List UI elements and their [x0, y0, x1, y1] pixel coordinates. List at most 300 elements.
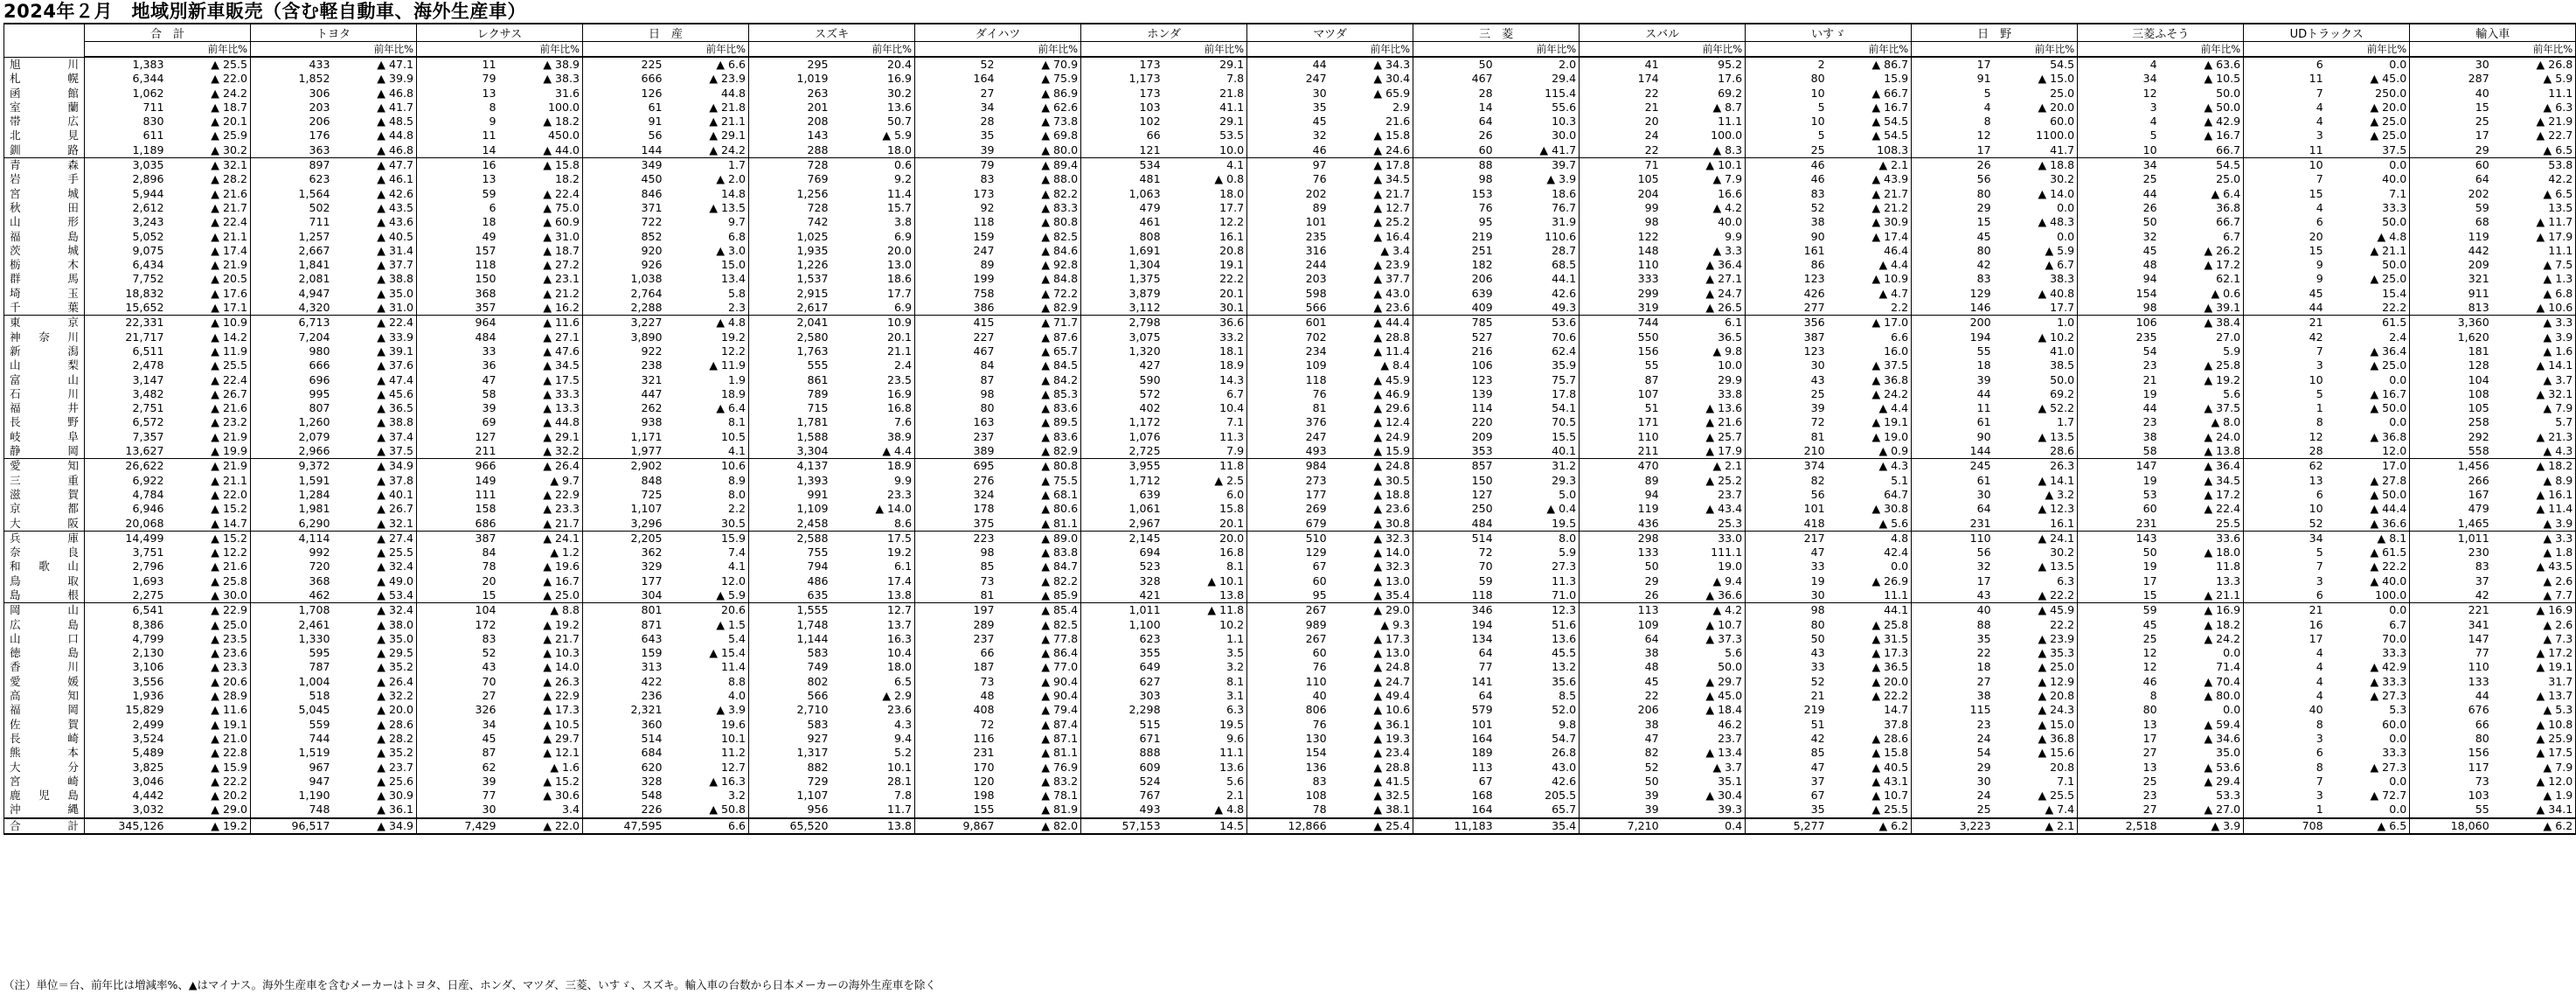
units-cell: 14,499	[85, 531, 168, 546]
units-cell: 1,226	[796, 258, 829, 272]
units-cell: 686	[475, 516, 496, 530]
yoy-cell: ▲ 16.9	[2493, 603, 2576, 618]
yoy-cell: ▲ 85.4	[998, 603, 1081, 618]
yoy-cell: 2.4	[2327, 330, 2410, 344]
yoy-cell: 17.7	[832, 287, 915, 301]
yoy-cell: ▲ 49.0	[334, 574, 417, 588]
yoy-cell: 250.0	[2327, 87, 2410, 101]
yoy-cell: ▲ 47.6	[500, 344, 583, 358]
units-cell: 801	[583, 603, 666, 618]
yoy-cell: ▲ 4.3	[2493, 444, 2576, 459]
yoy-cell: ▲ 7.9	[2493, 401, 2576, 415]
units-cell: 36	[482, 358, 496, 372]
yoy-cell: ▲ 28.6	[1829, 732, 1912, 746]
yoy-cell: ▲ 12.2	[168, 546, 251, 560]
units-cell: 2	[1817, 58, 1825, 71]
yoy-cell: 16.1	[1164, 230, 1247, 244]
table-row	[4, 560, 2576, 573]
table-row	[4, 517, 2576, 532]
yoy-cell: ▲ 18.8	[1995, 158, 2078, 173]
units-cell: 744	[309, 731, 330, 745]
units-cell: 479	[2468, 502, 2489, 516]
yoy-cell: ▲ 11.4	[2493, 502, 2576, 516]
units-cell: 80	[1976, 186, 1991, 200]
units-cell: 163	[973, 415, 995, 429]
yoy-cell: ▲ 23.9	[666, 72, 749, 86]
units-cell: 156	[1637, 344, 1659, 358]
yoy-cell: ▲ 21.7	[500, 517, 583, 532]
table-row	[4, 187, 2576, 201]
units-cell: 510	[1247, 531, 1330, 546]
yoy-cell: ▲ 30.2	[168, 143, 251, 158]
yoy-cell: 43.0	[1496, 761, 1580, 775]
units-cell: 120	[973, 774, 995, 788]
units-cell: 115	[1969, 703, 1991, 717]
units-cell: 34	[2078, 158, 2161, 173]
units-cell: 24	[1644, 129, 1659, 142]
yoy-cell: ▲ 38.8	[334, 415, 417, 429]
yoy-cell: ▲ 23.6	[1330, 502, 1413, 516]
yoy-cell: 4.8	[1829, 531, 1912, 546]
yoy-cell: 33.8	[1663, 387, 1746, 401]
units-cell: 938	[641, 415, 663, 429]
units-cell: 273	[1305, 473, 1327, 487]
units-cell: 173	[1139, 86, 1161, 100]
yoy-cell: 33.3	[2327, 201, 2410, 215]
yoy-cell: ▲ 53.6	[2161, 761, 2244, 775]
yoy-cell: ▲ 81.1	[998, 517, 1081, 532]
units-cell: 95	[1478, 215, 1493, 229]
yoy-cell: 30.0	[1496, 129, 1580, 142]
table-row	[4, 344, 2576, 358]
units-cell: 8	[2316, 415, 2323, 429]
sales-table	[3, 23, 2576, 835]
units-cell: 103	[1139, 100, 1161, 114]
units-cell: 73	[980, 674, 995, 688]
units-cell: 11	[482, 58, 496, 71]
units-cell: 32	[2142, 229, 2157, 243]
yoy-cell: ▲ 37.7	[334, 258, 417, 272]
units-subheader	[915, 42, 998, 58]
yoy-cell: ▲ 19.1	[1829, 415, 1912, 429]
units-cell: 702	[1305, 330, 1327, 344]
table-row	[4, 101, 2576, 115]
yoy-cell: 18.6	[1496, 187, 1580, 201]
region-header	[4, 24, 85, 57]
table-row	[4, 287, 2576, 301]
units-cell: 4	[2316, 100, 2323, 114]
yoy-cell: 0.0	[2161, 646, 2244, 660]
yoy-cell: 1.7	[666, 158, 749, 173]
yoy-cell: ▲ 27.8	[2327, 474, 2410, 488]
units-cell: 3,106	[132, 660, 164, 674]
units-cell: 2,478	[132, 358, 164, 372]
units-cell: 15	[2142, 587, 2157, 601]
units-cell: 19	[2142, 473, 2157, 487]
yoy-cell: ▲ 25.8	[168, 574, 251, 588]
yoy-cell: ▲ 62.6	[998, 101, 1081, 115]
units-cell: 134	[1471, 631, 1493, 645]
yoy-cell: ▲ 1.6	[500, 761, 583, 775]
units-cell: 76	[1312, 172, 1327, 186]
units-cell: 2,580	[796, 330, 829, 344]
yoy-cell: 13.6	[1164, 761, 1247, 775]
yoy-cell: ▲ 1.6	[2493, 344, 2576, 358]
yoy-cell: 21.6	[1330, 115, 1413, 129]
maker-header: 三菱ふそう	[2078, 24, 2244, 42]
units-cell: 9,867	[915, 818, 998, 834]
yoy-cell: ▲ 8.9	[2493, 474, 2576, 488]
yoy-cell: ▲ 26.9	[1829, 574, 1912, 588]
units-cell: 25	[2142, 774, 2157, 788]
units-cell: 6,572	[132, 415, 164, 429]
units-cell: 2,461	[298, 617, 330, 631]
units-cell: 202	[2468, 186, 2489, 200]
yoy-cell: ▲ 34.1	[2493, 803, 2576, 817]
region-name: 茨城	[4, 244, 85, 258]
units-cell: 1,144	[796, 631, 829, 645]
units-cell: 202	[1305, 186, 1327, 200]
units-cell: 12,866	[1247, 818, 1330, 834]
yoy-cell: 9.9	[1663, 230, 1746, 244]
yoy-cell: 2.4	[832, 358, 915, 372]
maker-header: トヨタ	[251, 24, 417, 42]
units-cell: 729	[807, 774, 829, 788]
yoy-cell: 49.3	[1496, 301, 1580, 316]
maker-header: スズキ	[749, 24, 915, 42]
units-cell: 38	[1644, 717, 1659, 731]
yoy-cell: 13.3	[2161, 574, 2244, 588]
yoy-cell: ▲ 25.5	[168, 57, 251, 72]
yoy-cell: 60.0	[1995, 115, 2078, 129]
yoy-cell: ▲ 3.7	[2493, 373, 2576, 387]
units-cell: 123	[1803, 344, 1825, 358]
units-cell: 527	[1471, 330, 1493, 344]
yoy-cell: ▲ 23.1	[500, 272, 583, 286]
units-cell: 5	[1817, 100, 1825, 114]
units-cell: 52	[2309, 516, 2323, 530]
yoy-cell: ▲ 46.8	[334, 87, 417, 101]
units-cell: 8	[1983, 115, 1991, 129]
yoy-cell: ▲ 83.6	[998, 430, 1081, 444]
yoy-cell: ▲ 65.9	[1330, 87, 1413, 101]
maker-header: ダイハツ	[915, 24, 1081, 42]
units-cell: 12	[1976, 129, 1991, 142]
units-cell: 2,967	[1128, 516, 1161, 530]
yoy-cell: 44.1	[1496, 272, 1580, 286]
units-cell: 262	[641, 401, 663, 415]
yoy-cell: 6.7	[2161, 230, 2244, 244]
units-cell: 9,372	[251, 459, 334, 474]
units-cell: 447	[641, 386, 663, 400]
yoy-cell: ▲ 50.0	[2327, 401, 2410, 415]
units-cell: 107	[1637, 386, 1659, 400]
units-cell: 80	[1810, 72, 1825, 86]
region-name: 福井	[4, 401, 85, 415]
yoy-cell: ▲ 37.4	[334, 430, 417, 444]
units-cell: 19	[2142, 560, 2157, 573]
units-cell: 1,465	[2457, 516, 2489, 530]
units-cell: 28	[2309, 444, 2323, 458]
yoy-cell: ▲ 50.8	[666, 803, 749, 817]
table-row	[4, 230, 2576, 244]
yoy-cell: ▲ 44.4	[2327, 502, 2410, 516]
yoy-cell: ▲ 21.9	[2493, 115, 2576, 129]
yoy-cell: 12.0	[666, 574, 749, 588]
table-row	[4, 172, 2576, 186]
yoy-cell: ▲ 25.0	[2327, 129, 2410, 142]
yoy-cell: ▲ 12.4	[1330, 415, 1413, 429]
units-cell: 2,518	[2078, 818, 2161, 834]
footnote: （注）単位＝台、前年比は増減率%、▲はマイナス。海外生産車を含むメーカーはトヨタ、日産、ホンダ、マツダ、三菱、いすゞ、スズキ。輸入車の台数から日本メーカーの海外生産車を除く	[3, 978, 936, 991]
yoy-cell: ▲ 89.5	[998, 415, 1081, 429]
units-cell: 263	[807, 86, 829, 100]
units-cell: 306	[309, 86, 330, 100]
yoy-cell: ▲ 38.9	[500, 57, 583, 72]
yoy-cell: ▲ 6.5	[2493, 187, 2576, 201]
units-cell: 34	[2244, 531, 2327, 546]
yoy-cell: 50.0	[1995, 373, 2078, 387]
units-cell: 67	[1312, 560, 1327, 573]
units-cell: 671	[1139, 731, 1161, 745]
yoy-cell: 17.5	[832, 531, 915, 546]
yoy-cell: 1.0	[1995, 316, 2078, 330]
table-row	[4, 258, 2576, 272]
yoy-cell: ▲ 24.1	[500, 531, 583, 546]
yoy-cell: ▲ 28.6	[334, 718, 417, 732]
region-name: 愛媛	[4, 675, 85, 689]
yoy-cell: ▲ 15.8	[1330, 129, 1413, 142]
units-cell: 109	[1637, 617, 1659, 631]
units-cell: 77	[2475, 646, 2489, 660]
yoy-cell: ▲ 4.7	[1829, 287, 1912, 301]
yoy-cell: 7.4	[666, 546, 749, 560]
yoy-cell: ▲ 75.0	[500, 201, 583, 215]
yoy-cell: ▲ 3.9	[2493, 330, 2576, 344]
units-cell: 21,717	[125, 330, 164, 344]
units-cell: 129	[1969, 286, 1991, 300]
units-cell: 56	[1976, 172, 1991, 186]
yoy-cell: ▲ 31.0	[334, 301, 417, 316]
units-cell: 1,748	[796, 617, 829, 631]
yoy-cell: 2.0	[1496, 57, 1580, 72]
units-cell: 5,052	[132, 229, 164, 243]
units-cell: 33	[1810, 660, 1825, 674]
yoy-cell: ▲ 15.9	[168, 761, 251, 775]
yoy-cell: 35.4	[1496, 818, 1580, 834]
region-name: 熊本	[4, 746, 85, 760]
yoy-cell: ▲ 36.1	[1330, 718, 1413, 732]
table-row	[4, 244, 2576, 258]
units-cell: 45	[482, 731, 496, 745]
yoy-cell: ▲ 41.7	[1496, 143, 1580, 158]
total-row	[4, 818, 2576, 834]
units-cell: 389	[973, 444, 995, 458]
yoy-cell: ▲ 25.9	[168, 129, 251, 142]
yoy-cell: 12.0	[2327, 444, 2410, 459]
units-cell: 1,691	[1128, 243, 1161, 257]
units-cell: 55	[1976, 344, 1991, 358]
units-cell: 329	[641, 560, 663, 573]
yoy-cell: 53.3	[2161, 789, 2244, 803]
units-cell: 62	[2244, 459, 2327, 474]
table-row	[4, 689, 2576, 703]
units-cell: 21	[2244, 603, 2327, 618]
units-cell: 1,763	[796, 344, 829, 358]
region-name: 合計	[4, 818, 85, 834]
yoy-cell: ▲ 17.9	[2493, 230, 2576, 244]
yoy-cell: 37.8	[1829, 718, 1912, 732]
yoy-cell: 6.3	[1164, 703, 1247, 717]
units-cell: 234	[1305, 344, 1327, 358]
yoy-cell: 20.4	[832, 57, 915, 72]
units-cell: 4	[1983, 100, 1991, 114]
table-row	[4, 732, 2576, 746]
units-cell: 159	[641, 646, 663, 660]
units-cell: 1,841	[298, 258, 330, 272]
yoy-cell: ▲ 14.1	[2493, 358, 2576, 372]
units-cell: 789	[807, 386, 829, 400]
yoy-cell: 15.8	[1164, 502, 1247, 516]
units-cell: 45	[1976, 229, 1991, 243]
units-cell: 141	[1471, 674, 1493, 688]
units-cell: 4,442	[132, 789, 164, 803]
units-cell: 94	[1644, 487, 1659, 501]
units-cell: 56	[1976, 546, 1991, 560]
yoy-subheader: 前年比%	[334, 42, 417, 58]
table-row	[4, 415, 2576, 429]
units-cell: 60	[2410, 158, 2493, 173]
units-cell: 50	[1644, 774, 1659, 788]
yoy-cell: ▲ 27.3	[2327, 761, 2410, 775]
region-name: 札幌	[4, 72, 85, 86]
yoy-cell: 16.0	[1829, 344, 1912, 358]
units-cell: 48	[2142, 258, 2157, 272]
units-cell: 146	[1969, 301, 1991, 315]
yoy-cell: ▲ 26.7	[168, 387, 251, 401]
yoy-cell: ▲ 29.1	[666, 129, 749, 142]
units-cell: 227	[973, 330, 995, 344]
units-cell: 13	[2309, 473, 2323, 487]
yoy-cell: 11.1	[2493, 87, 2576, 101]
yoy-cell: ▲ 45.9	[1330, 373, 1413, 387]
yoy-cell: ▲ 19.2	[168, 818, 251, 834]
table-row	[4, 632, 2576, 646]
units-cell: 1,712	[1128, 473, 1161, 487]
units-cell: 230	[2468, 546, 2489, 560]
yoy-cell: ▲ 5.9	[1995, 244, 2078, 258]
units-cell: 18,832	[125, 286, 164, 300]
yoy-cell: ▲ 5.9	[832, 129, 915, 142]
units-cell: 194	[1471, 617, 1493, 631]
units-cell: 174	[1637, 72, 1659, 86]
units-cell: 23	[2142, 789, 2157, 803]
units-cell: 105	[2468, 401, 2489, 415]
units-cell: 83	[1976, 272, 1991, 286]
yoy-cell: 0.0	[1829, 560, 1912, 573]
units-cell: 299	[1637, 286, 1659, 300]
units-cell: 203	[1305, 272, 1327, 286]
yoy-cell: 15.4	[2327, 287, 2410, 301]
units-cell: 56	[648, 129, 663, 142]
yoy-subheader: 前年比%	[2493, 42, 2576, 58]
units-cell: 11	[482, 129, 496, 142]
yoy-cell: ▲ 6.4	[666, 401, 749, 415]
yoy-cell: ▲ 23.5	[168, 632, 251, 646]
yoy-cell: 70.5	[1496, 415, 1580, 429]
units-cell: 1,693	[132, 573, 164, 587]
units-cell: 7	[2316, 172, 2323, 186]
units-cell: 4	[2316, 689, 2323, 703]
yoy-cell: 16.8	[832, 401, 915, 415]
units-cell: 288	[807, 142, 829, 156]
yoy-cell: 29.1	[1164, 115, 1247, 129]
units-cell: 66	[2475, 717, 2489, 731]
yoy-cell: 1.9	[666, 373, 749, 387]
units-cell: 71	[1580, 158, 1663, 173]
yoy-cell: ▲ 21.1	[2161, 588, 2244, 603]
yoy-cell: ▲ 30.5	[1330, 474, 1413, 488]
yoy-cell: ▲ 25.5	[334, 546, 417, 560]
yoy-cell: ▲ 22.0	[168, 488, 251, 502]
yoy-cell: ▲ 26.2	[2161, 244, 2244, 258]
units-subheader	[251, 42, 334, 58]
units-cell: 123	[1803, 272, 1825, 286]
units-cell: 5,944	[132, 186, 164, 200]
units-cell: 289	[973, 617, 995, 631]
units-cell: 744	[1580, 316, 1663, 330]
units-cell: 1,519	[298, 746, 330, 760]
units-cell: 387	[417, 531, 500, 546]
yoy-cell: 42.6	[1496, 287, 1580, 301]
units-cell: 277	[1803, 301, 1825, 315]
units-cell: 26	[1644, 587, 1659, 601]
units-cell: 25	[1976, 803, 1991, 817]
yoy-cell: ▲ 2.1	[1829, 158, 1912, 173]
units-cell: 1,107	[630, 502, 663, 516]
yoy-cell: ▲ 35.0	[334, 632, 417, 646]
yoy-cell: 3.2	[666, 789, 749, 803]
units-cell: 67	[1810, 789, 1825, 803]
units-cell: 98	[980, 546, 995, 560]
units-cell: 27	[2142, 803, 2157, 817]
yoy-cell: 10.0	[1164, 143, 1247, 158]
yoy-cell: 19.1	[1164, 258, 1247, 272]
yoy-cell: 33.6	[2161, 531, 2244, 546]
yoy-cell: ▲ 8.7	[1663, 101, 1746, 115]
units-cell: 4	[2316, 646, 2323, 660]
units-cell: 45	[2142, 243, 2157, 257]
units-cell: 231	[973, 746, 995, 760]
yoy-cell: ▲ 31.4	[334, 244, 417, 258]
yoy-cell: 18.0	[1164, 187, 1247, 201]
region-name: 帯広	[4, 115, 85, 129]
units-cell: 609	[1139, 760, 1161, 774]
yoy-cell: ▲ 8.3	[1663, 143, 1746, 158]
units-cell: 89	[1644, 473, 1659, 487]
units-cell: 220	[1471, 415, 1493, 429]
yoy-cell: ▲ 48.3	[1995, 215, 2078, 229]
yoy-cell: ▲ 81.1	[998, 746, 1081, 760]
yoy-cell: ▲ 19.3	[1330, 732, 1413, 746]
yoy-cell: ▲ 15.2	[500, 775, 583, 789]
yoy-cell: ▲ 13.3	[500, 401, 583, 415]
yoy-cell: ▲ 12.0	[2493, 775, 2576, 789]
yoy-cell: ▲ 13.0	[1330, 646, 1413, 660]
units-cell: 857	[1413, 459, 1496, 474]
units-cell: 2,298	[1128, 703, 1161, 717]
yoy-cell: ▲ 32.1	[168, 158, 251, 173]
